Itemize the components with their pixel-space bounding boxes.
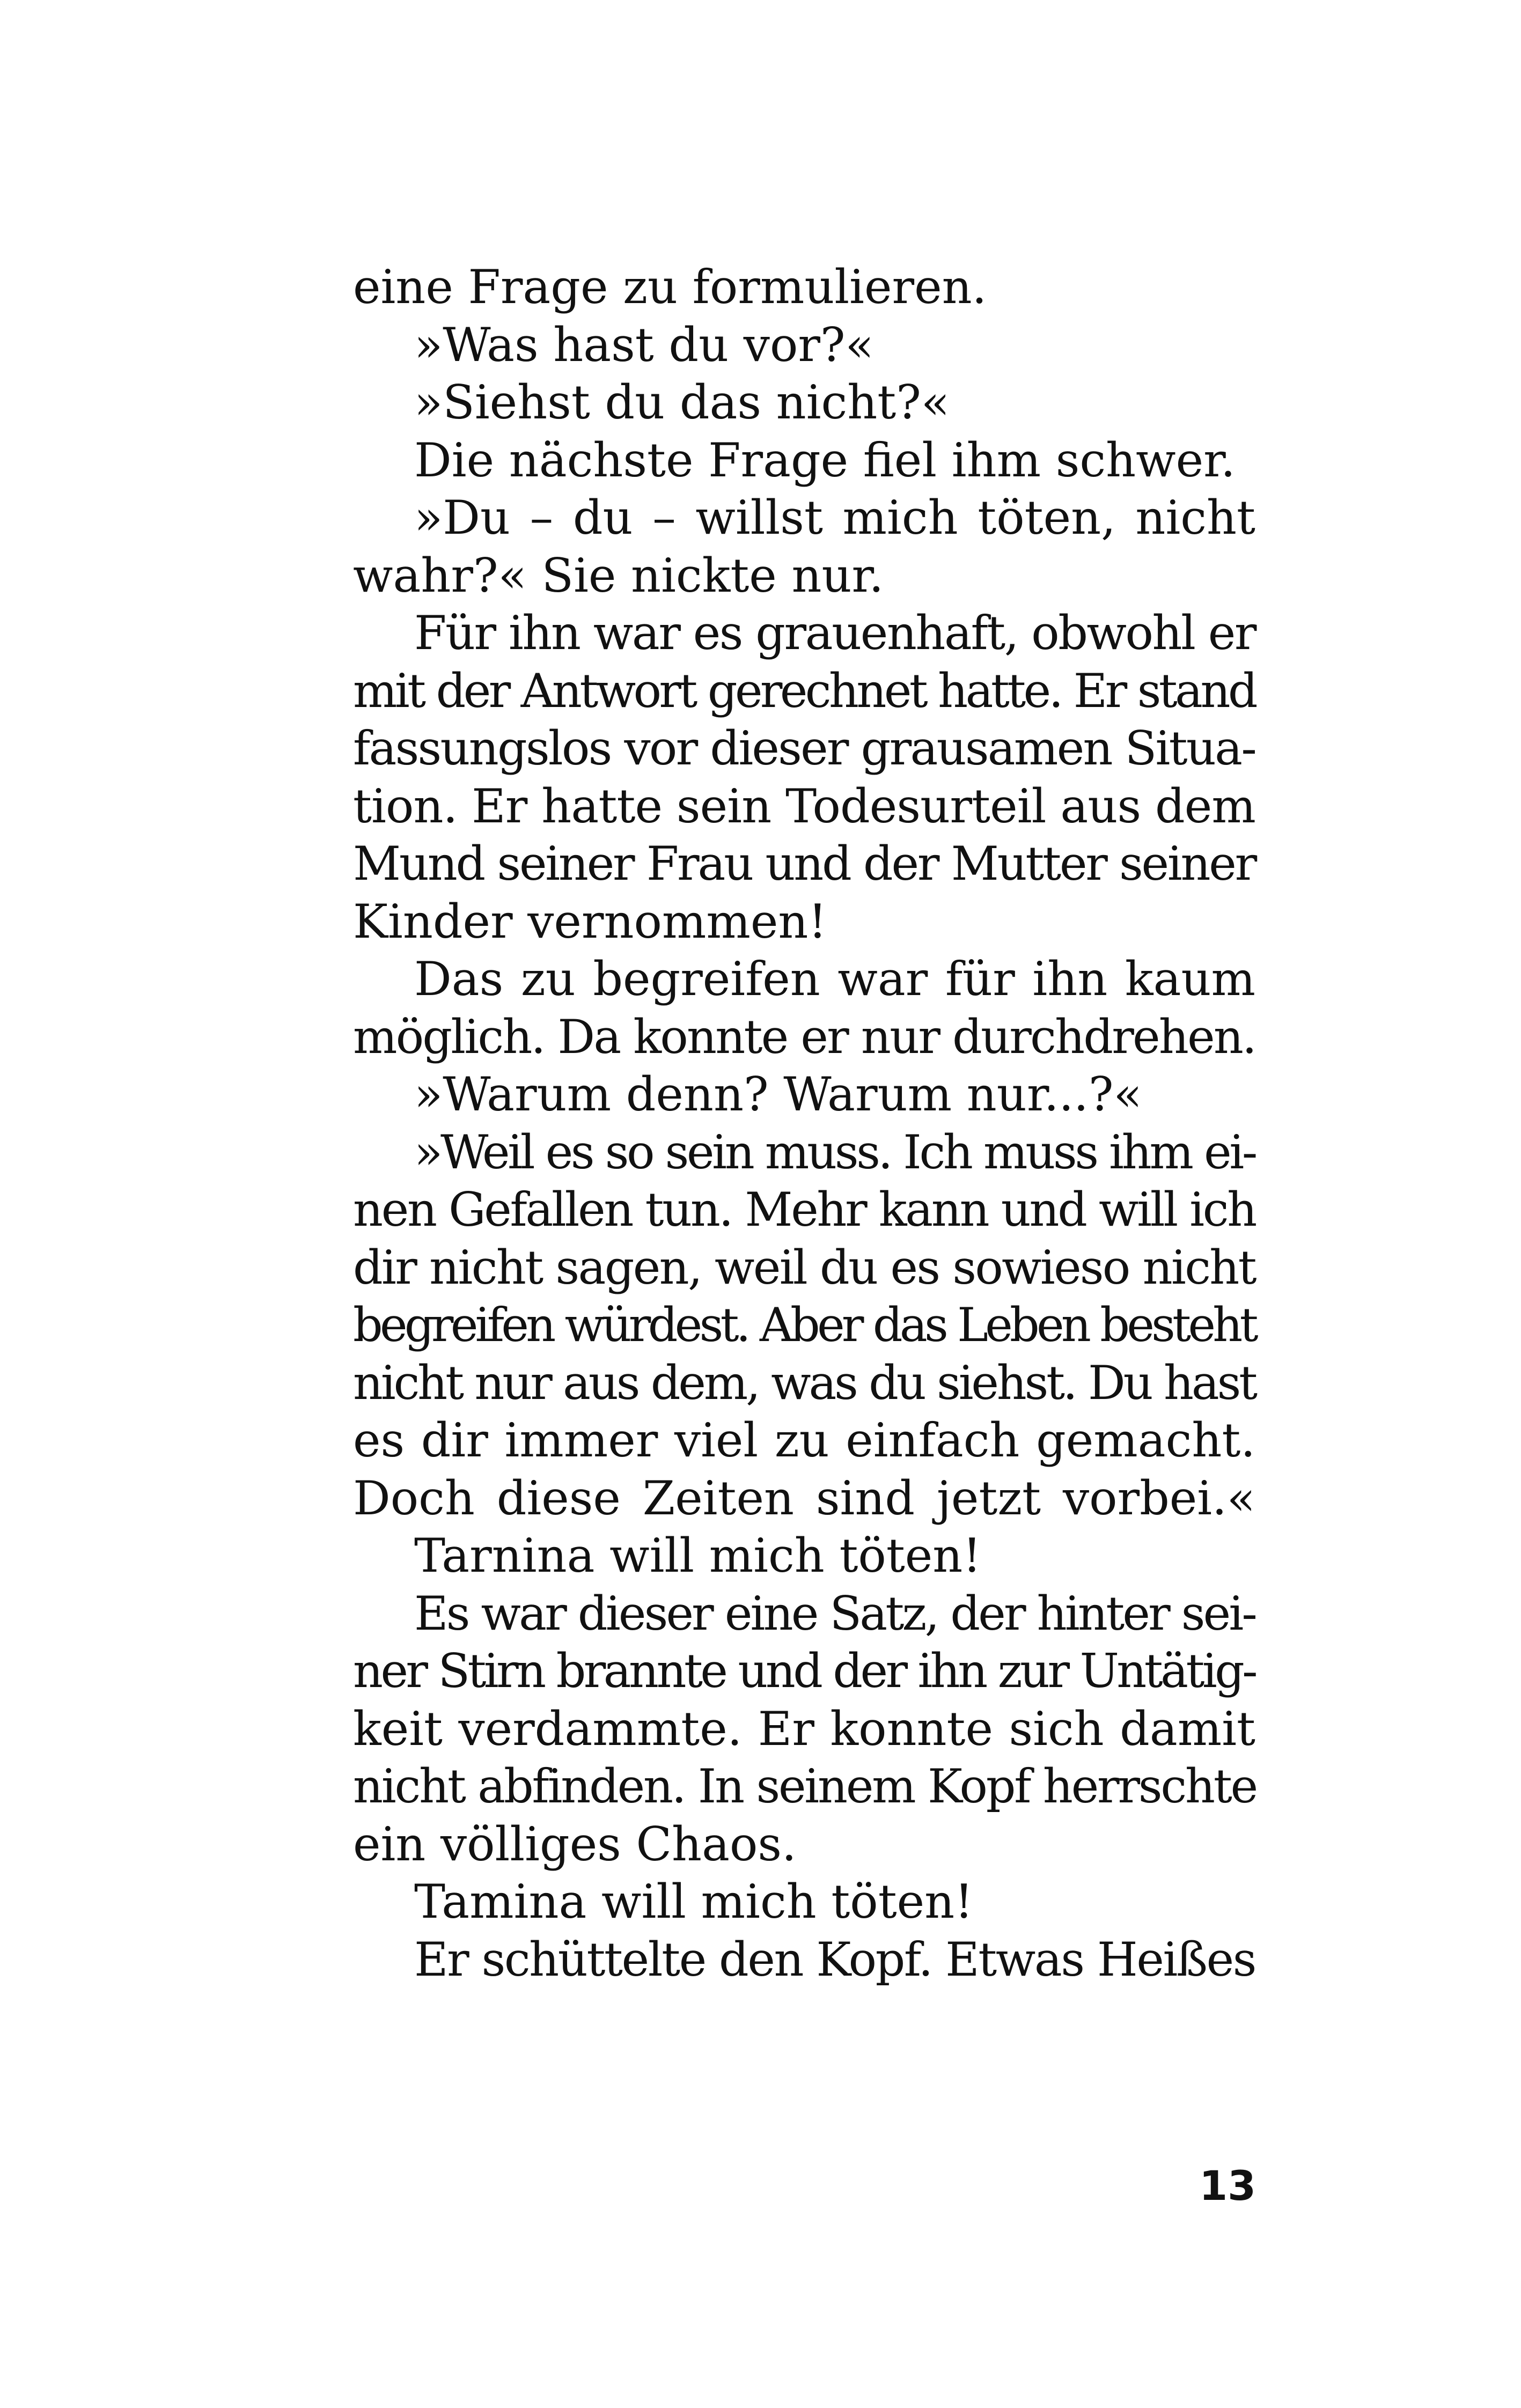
body-text [353, 259, 1255, 1989]
text-line: eine Frage zu formulieren. [353, 260, 987, 314]
text-line: mit der Antwort gerechnet hatte. Er stand [353, 663, 1255, 718]
text-line: ein völliges Chaos. [353, 1816, 797, 1872]
text-line: Das zu begreifen war für ihn kaum [414, 952, 1255, 1006]
page-number: 13 [1199, 2162, 1256, 2210]
text-line: »Du – du – willst mich töten, nicht [414, 490, 1255, 545]
text-line: nicht abfinden. In seinem Kopf herrschte [353, 1759, 1257, 1814]
text-line: Die nächste Frage fiel ihm schwer. [414, 432, 1236, 488]
text-line: Tarnina will mich töten! [414, 1528, 982, 1583]
text-line: Kinder vernommen! [353, 894, 827, 949]
text-line: nicht nur aus dem, was du siehst. Du hast [353, 1355, 1255, 1410]
text-line: »Siehst du das nicht?« [414, 375, 950, 430]
text-line: nen Gefallen tun. Mehr kann und will ich [353, 1182, 1255, 1237]
text-line: dir nicht sagen, weil du es sowieso nicht [353, 1240, 1255, 1295]
text-line: Für ihn war es grauenhaft, obwohl er [414, 606, 1255, 660]
text-line: Tamina will mich töten! [414, 1874, 974, 1929]
text-line: »Was hast du vor?« [414, 317, 874, 372]
text-line: wahr?« Sie nickte nur. [353, 548, 884, 603]
text-line: Mund seiner Frau und der Mutter seiner [353, 836, 1255, 891]
text-line: begreifen würdest. Aber das Leben besteht [353, 1298, 1255, 1352]
text-line: tion. Er hatte sein Todesurteil aus dem [353, 778, 1255, 834]
text-line: keit verdammte. Er konnte sich damit [353, 1701, 1255, 1756]
text-line: fassungslos vor dieser grausamen Situa- [353, 721, 1255, 776]
text-line: »Weil es so sein muss. Ich muss ihm ei- [414, 1124, 1256, 1180]
text-line: möglich. Da konnte er nur durchdrehen. [353, 1009, 1255, 1064]
text-line: Doch diese Zeiten sind jetzt vorbei.« [353, 1470, 1255, 1526]
text-line: »Warum denn? Warum nur...?« [414, 1067, 1142, 1122]
text-line: ner Stirn brannte und der ihn zur Untätig- [353, 1644, 1255, 1698]
text-line: es dir immer viel zu einfach gemacht. [353, 1413, 1255, 1468]
text-line: Er schüttelte den Kopf. Etwas Heißes [414, 1932, 1255, 1987]
text-line: Es war dieser eine Satz, der hinter sei- [414, 1586, 1255, 1641]
